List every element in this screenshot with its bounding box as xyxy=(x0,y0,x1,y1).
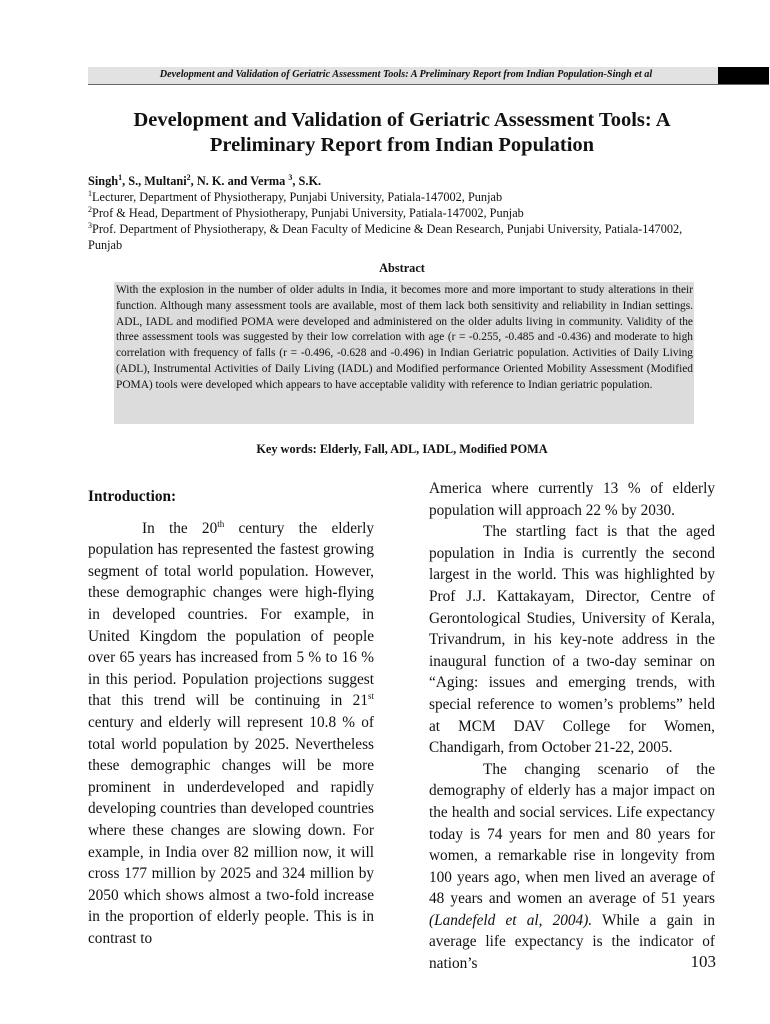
right-paragraph-2: The startling fact is that the aged population in India is currently the second largest in the world. This was highlighted by Prof J.J. Kattakayam, Director, Centre of Gerontological Studies, University of Kerala, Trivandrum, in his key-note address in the inaugural function of a two-day seminar on “Aging: issues and emerging trends, with special reference to women’s problems” held at MCM DAV College for Women, Chandigarh, from October 21-22, 2005. xyxy=(429,523,715,757)
left-column xyxy=(88,478,374,949)
title-line-2: Preliminary Report from Indian Population xyxy=(209,134,595,156)
title-line-1: Development and Validation of Geriatric Assessment Tools: A xyxy=(133,109,671,131)
keywords: Key words: Elderly, Fall, ADL, IADL, Modified POMA xyxy=(256,442,548,456)
affiliation-3: $^3$Prof. Department of Physiotherapy, & Dean Faculty of Medicine & Dean Research, Punjabi University, Patiala-147002, Punjab xyxy=(88,220,683,252)
introduction-heading: Introduction: xyxy=(88,488,177,505)
author-names: Singh$^1$, S., Multani$^2$, N. K. and Verma $^3$, S.K. xyxy=(88,172,322,188)
citation: (Landefeld et al, 2004). xyxy=(429,911,593,929)
right-column xyxy=(429,478,715,975)
affiliation-2: $^2$Prof & Head, Department of Physiotherapy, Punjabi University, Patiala-147002, Punjab xyxy=(88,204,524,220)
intro-paragraph-1: In the 20th century the elderly population has represented the fastest growing segment of total world population. However, these demographic changes were high-flying in developed countries. For example, in United Kingdom the population of people over 65 years has increased from 5 % to 16 % in this period. Population projections suggest that this trend will be continuing in 21st century and elderly will represent 10.8 % of total world population by 2025. Nevertheless these demographic changes will be more prominent in underdeveloped and rapidly developing countries than developed countries where these changes are slowing down. For example, in India over 82 million now, it will cross 177 million by 2025 and 324 million by 2050 which shows almost a two-fold increase in the proportion of elderly people. This is in contrast to xyxy=(88,518,374,947)
page-number: 103 xyxy=(690,952,716,971)
header-black-tab xyxy=(718,67,769,84)
right-paragraph-1: America where currently 13 % of elderly population will approach 22 % by 2030. xyxy=(429,480,715,519)
abstract-heading: Abstract xyxy=(379,261,425,275)
author-block xyxy=(88,173,716,253)
right-paragraph-3: The changing scenario of the demography of elderly has a major impact on the health and social services. Life expectancy today is 74 years for men and 80 years for women, a remarkable rise in longevity from 100 years ago, when men lived an average of 48 years and women an average of 51 years (Landefeld et al, 2004). While a gain in average life expectancy is the indicator of nation’s xyxy=(429,760,716,973)
affiliation-1: $^1$Lecturer, Department of Physiotherapy, Punjabi University, Patiala-147002, Punjab xyxy=(88,188,503,204)
abstract-text: With the explosion in the number of older adults in India, it becomes more and more important to study alterations in their function. Although many assessment tools are available, most of them lack both sensitivity and reliability in Indian settings. ADL, IADL and modified POMA were developed and administered on the older adults living in community. Validity of the three assessment tools was suggested by their low correlation with age (r = -0.255, -0.485 and -0.436) and moderate to high correlation with frequency of falls (r = -0.496, -0.628 and -0.496) in Indian Geriatric population. Activities of Daily Living (ADL), Instrumental Activities of Daily Living (IADL) and Modified performance Oriented Mobility Assessment (Modified POMA) tools were developed which appears to have acceptable validity with reference to Indian geriatric population. xyxy=(116,284,693,391)
paper-title xyxy=(88,108,716,158)
running-header: Development and Validation of Geriatric Assessment Tools: A Preliminary Report from Indian Population-Singh et al xyxy=(159,69,653,80)
